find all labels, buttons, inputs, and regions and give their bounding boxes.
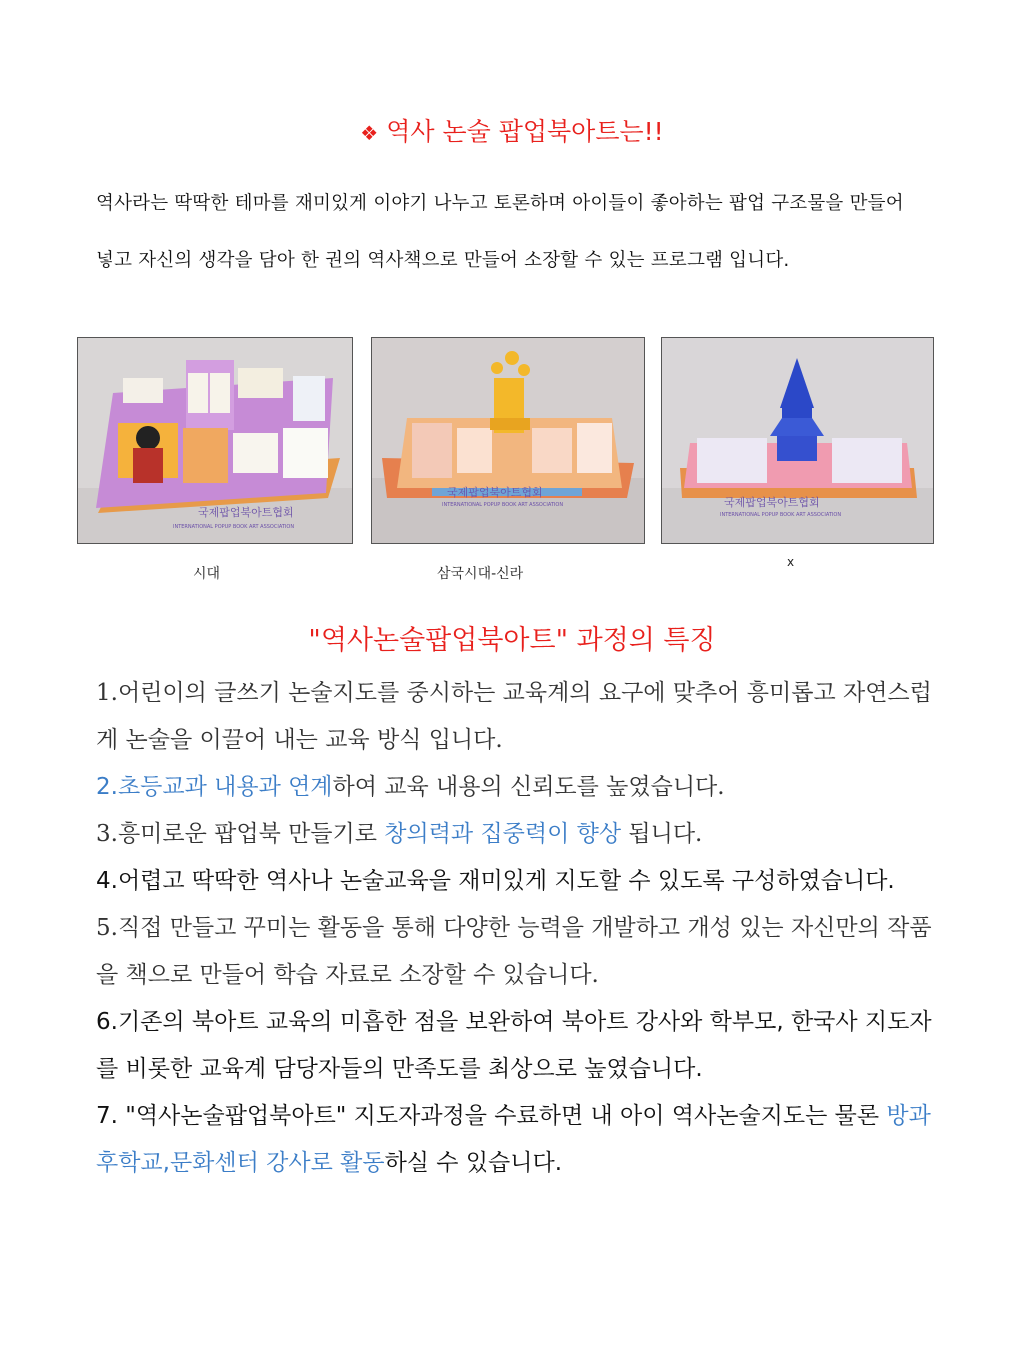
watermark-subtext-3: INTERNATIONAL POPUP BOOK ART ASSOCIATION — [720, 512, 842, 518]
watermark-logo-1: 국제팝업북아트협회 — [198, 506, 294, 519]
popup-book-photo-3 — [661, 337, 934, 544]
feature-item-7-text-b: 하실 수 있습니다. — [384, 1150, 563, 1176]
feature-item-2-text: 하여 교육 내용의 신뢰도를 높였습니다. — [332, 774, 725, 800]
feature-item-2 — [96, 764, 936, 811]
feature-item-1: 1.어린이의 글쓰기 논술지도를 중시하는 교육계의 요구에 맞추어 흥미롭고 자연스럽게 논술을 이끌어 내는 교육 방식 입니다. — [96, 680, 932, 753]
feature-item-7 — [96, 1093, 936, 1187]
feature-item-5: 5.직접 만들고 꾸미는 활동을 통해 다양한 능력을 개발하고 개성 있는 자신만의 작품을 책으로 만들어 학습 자료로 소장할 수 있습니다. — [96, 915, 932, 988]
photo-caption-1: 시대 — [193, 566, 221, 582]
feature-item-3 — [96, 811, 936, 858]
section-title-text: 역사 논술 팝업북아트는!! — [386, 117, 664, 146]
popup-book-photo-1 — [77, 337, 353, 544]
diamond-bullet-icon: ❖ — [360, 121, 379, 145]
feature-item-7-text-a: 7. "역사논술팝업북아트" 지도자과정을 수료하면 내 아이 역사논술지도는 물론 — [96, 1103, 887, 1129]
feature-item-3-highlight: 창의력과 집중력이 향상 — [384, 821, 622, 847]
popup-book-photo-2 — [371, 337, 645, 544]
features-list — [96, 670, 936, 1187]
photo-caption-2: 삼국시대-신라 — [437, 566, 524, 582]
feature-item-7-highlight: 방과후학교,문화센터 강사로 활동 — [96, 1103, 931, 1176]
feature-item-3-text-b: 됩니다. — [621, 821, 703, 847]
features-heading: "역사논술팝업북아트" 과정의 특징 — [308, 625, 716, 656]
watermark-logo-2: 국제팝업북아트협회 — [447, 486, 543, 499]
feature-item-6: 6.기존의 북아트 교육의 미흡한 점을 보완하여 북아트 강사와 학부모, 한국사 지도자를 비롯한 교육계 담당자들의 만족도를 최상으로 높였습니다. — [96, 1009, 932, 1082]
intro-paragraph: 역사라는 딱딱한 테마를 재미있게 이야기 나누고 토론하며 아이들이 좋아하는 팝업 구조물을 만들어 넣고 자신의 생각을 담아 한 권의 역사책으로 만들어 소장할 수 있는 프로그램 입니다. — [96, 193, 904, 271]
watermark-subtext-2: INTERNATIONAL POPUP BOOK ART ASSOCIATION — [442, 502, 564, 508]
photo-caption-3: x — [787, 555, 795, 569]
watermark-logo-3: 국제팝업북아트협회 — [724, 496, 820, 509]
feature-item-2-highlight: 2.초등교과 내용과 연계 — [96, 774, 333, 800]
watermark-subtext-1: INTERNATIONAL POPUP BOOK ART ASSOCIATION — [173, 524, 295, 530]
feature-item-3-text-a: 3.흥미로운 팝업북 만들기로 — [96, 821, 385, 847]
feature-item-4: 4.어렵고 딱딱한 역사나 논술교육을 재미있게 지도할 수 있도록 구성하였습니다. — [96, 868, 895, 894]
section-title — [0, 112, 1024, 148]
